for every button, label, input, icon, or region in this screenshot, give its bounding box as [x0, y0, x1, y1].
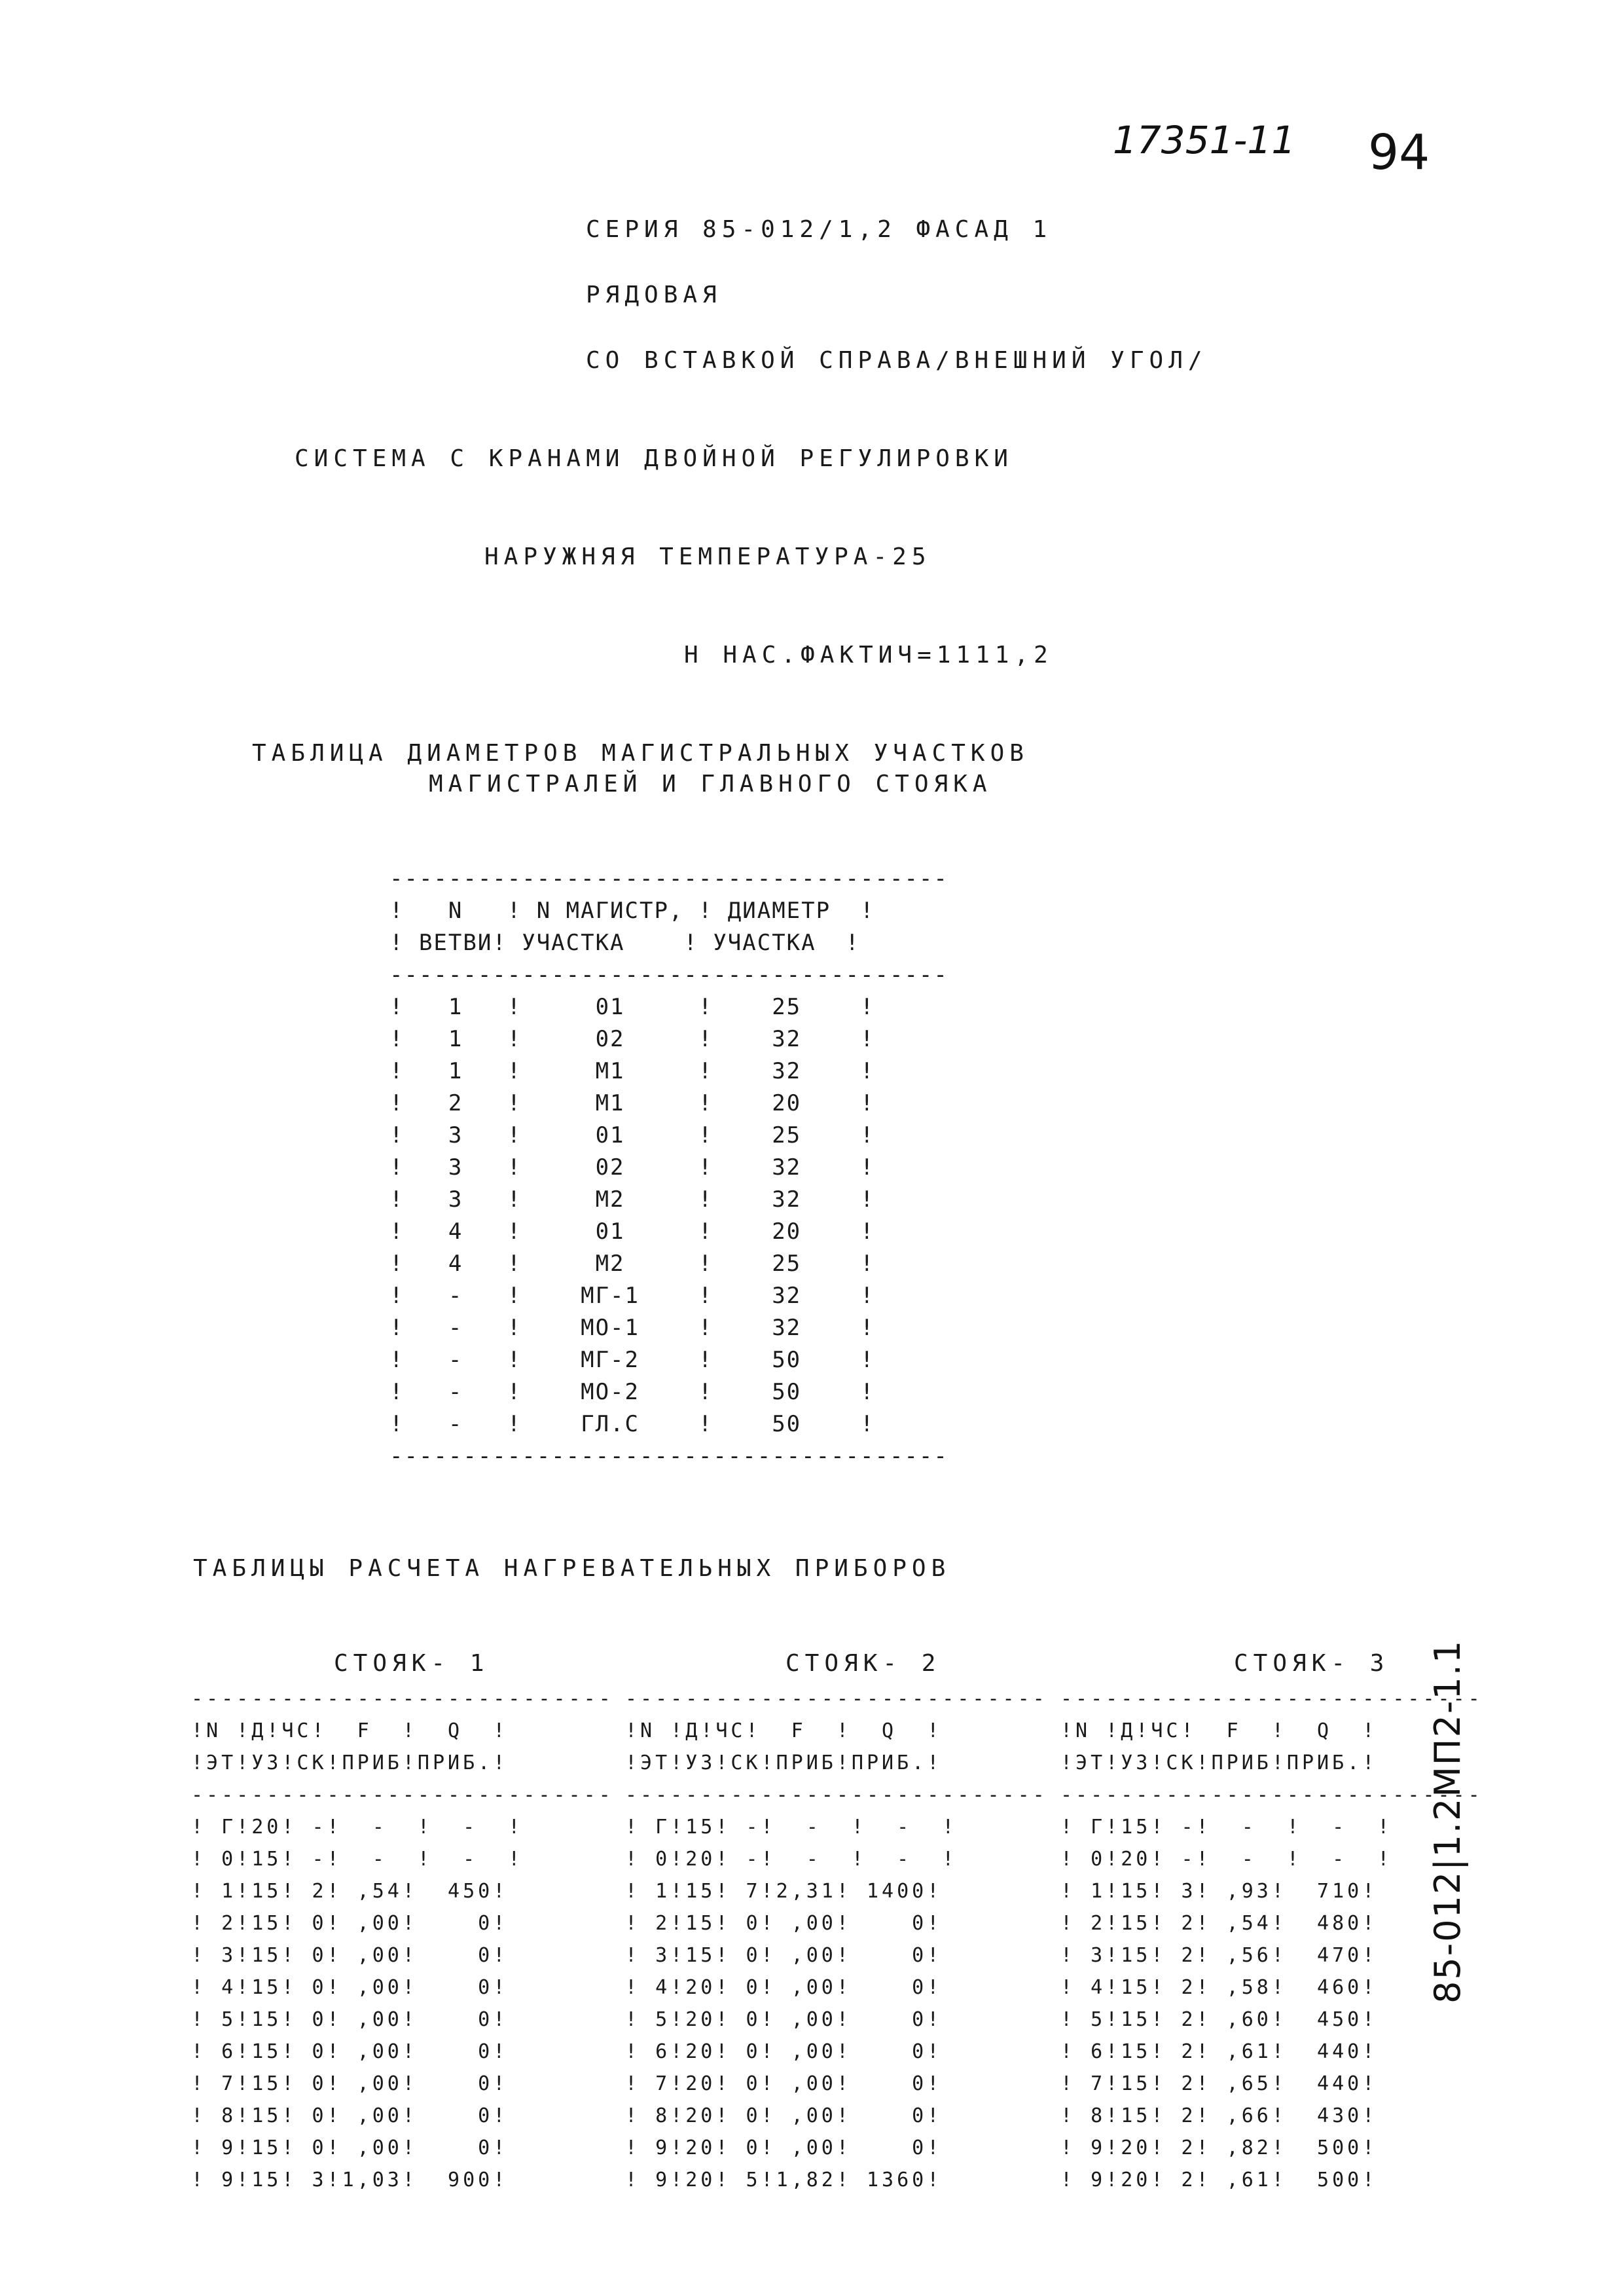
riser-1-row: ! 5!15! 0! ,00! 0! — [191, 2008, 509, 2031]
riser-3-row: ! 5!15! 2! ,60! 450! — [1060, 2008, 1378, 2031]
riser-2-row: ! 1!15! 7!2,31! 1400! — [625, 1880, 943, 1903]
riser-3-row: ! 8!15! 2! ,66! 430! — [1060, 2104, 1378, 2127]
diameters-table-row: ! 3 ! 02 ! 32 ! — [389, 1154, 875, 1181]
riser-3-row: ---------------------------- — [1060, 1687, 1483, 1710]
series-line: СЕРИЯ 85-012/1,2 ФАСАД 1 — [586, 216, 1053, 243]
riser-1-row: ! 9!15! 3!1,03! 900! — [191, 2169, 509, 2191]
riser-2-row: ! 0!20! -! - ! - ! — [625, 1848, 958, 1871]
diameters-table-title-2: МАГИСТРАЛЕЙ И ГЛАВНОГО СТОЯКА — [429, 771, 992, 797]
diameters-table-row: ! 1 ! 01 ! 25 ! — [389, 994, 875, 1020]
diameters-table-row: -------------------------------------- — [389, 962, 948, 988]
diameters-table-row: ! 1 ! М1 ! 32 ! — [389, 1058, 875, 1084]
riser-1-row: ---------------------------- — [191, 1784, 614, 1806]
riser-2-row: ! 9!20! 5!1,82! 1360! — [625, 2169, 943, 2191]
riser-1-row: ! Г!20! -! - ! - ! — [191, 1816, 524, 1839]
system-line: СИСТЕМА С КРАНАМИ ДВОЙНОЙ РЕГУЛИРОВКИ — [295, 445, 1013, 472]
diameters-table-row: ! - ! ГЛ.С ! 50 ! — [389, 1411, 875, 1437]
riser-2-row: ! 5!20! 0! ,00! 0! — [625, 2008, 943, 2031]
page-number: 94 — [1368, 124, 1430, 181]
riser-2-row: !N !Д!ЧС! F ! Q ! — [625, 1719, 943, 1742]
riser-1-row: ! 2!15! 0! ,00! 0! — [191, 1912, 509, 1935]
riser-1-title: СТОЯК- 1 — [334, 1650, 490, 1677]
riser-2-row: ! 3!15! 0! ,00! 0! — [625, 1944, 943, 1967]
riser-3-row: ! Г!15! -! - ! - ! — [1060, 1816, 1393, 1839]
riser-1-row: ! 7!15! 0! ,00! 0! — [191, 2072, 509, 2095]
riser-2-row: ! 2!15! 0! ,00! 0! — [625, 1912, 943, 1935]
diameters-table-row: -------------------------------------- — [389, 1443, 948, 1469]
riser-2-row: ! 9!20! 0! ,00! 0! — [625, 2136, 943, 2159]
riser-2-table — [625, 1683, 1048, 2196]
riser-3-title: СТОЯК- 3 — [1234, 1650, 1390, 1677]
diameters-table — [389, 863, 948, 1473]
riser-1-row: ! 6!15! 0! ,00! 0! — [191, 2040, 509, 2063]
diameters-table-row: ! 1 ! 02 ! 32 ! — [389, 1026, 875, 1052]
riser-1-table — [191, 1683, 614, 2196]
riser-2-row: ! 8!20! 0! ,00! 0! — [625, 2104, 943, 2127]
temperature-line: НАРУЖНЯЯ ТЕМПЕРАТУРА-25 — [484, 543, 931, 570]
variant-line: СО ВСТАВКОЙ СПРАВА/ВНЕШНИЙ УГОЛ/ — [586, 347, 1208, 374]
riser-3-row: ! 4!15! 2! ,58! 460! — [1060, 1976, 1378, 1999]
riser-1-row: ! 9!15! 0! ,00! 0! — [191, 2136, 509, 2159]
diameters-table-title-1: ТАБЛИЦА ДИАМЕТРОВ МАГИСТРАЛЬНЫХ УЧАСТКОВ — [252, 740, 1029, 767]
diameters-table-row: -------------------------------------- — [389, 866, 948, 892]
riser-2-title: СТОЯК- 2 — [785, 1650, 941, 1677]
riser-1-row: ---------------------------- — [191, 1687, 614, 1710]
riser-2-row: ! Г!15! -! - ! - ! — [625, 1816, 958, 1839]
riser-2-row: ---------------------------- — [625, 1784, 1048, 1806]
diameters-table-row: ! N ! N МАГИСТР, ! ДИАМЕТР ! — [389, 898, 875, 924]
riser-3-row: ! 1!15! 3! ,93! 710! — [1060, 1880, 1378, 1903]
document-code: 17351-11 — [1113, 118, 1296, 162]
diameters-table-row: ! - ! МО-1 ! 32 ! — [389, 1315, 875, 1341]
riser-2-row: !ЭТ!УЗ!СК!ПРИБ!ПРИБ.! — [625, 1751, 943, 1774]
diameters-table-row: ! 3 ! М2 ! 32 ! — [389, 1186, 875, 1213]
diameters-table-row: ! 2 ! М1 ! 20 ! — [389, 1090, 875, 1116]
riser-3-row: ! 9!20! 2! ,82! 500! — [1060, 2136, 1378, 2159]
riser-3-row: !N !Д!ЧС! F ! Q ! — [1060, 1719, 1378, 1742]
type-line: РЯДОВАЯ — [586, 282, 722, 308]
riser-3-row: ! 6!15! 2! ,61! 440! — [1060, 2040, 1378, 2063]
riser-3-row: ! 9!20! 2! ,61! 500! — [1060, 2169, 1378, 2191]
pressure-line: Н НАС.ФАКТИЧ=1111,2 — [684, 642, 1053, 669]
diameters-table-row: ! 3 ! 01 ! 25 ! — [389, 1122, 875, 1148]
riser-3-row: ! 3!15! 2! ,56! 470! — [1060, 1944, 1378, 1967]
heaters-table-title: ТАБЛИЦЫ РАСЧЕТА НАГРЕВАТЕЛЬНЫХ ПРИБОРОВ — [193, 1555, 951, 1582]
side-stamp: 85-012|1.2МП2-1.1 — [1427, 1639, 1468, 2004]
riser-1-row: ! 4!15! 0! ,00! 0! — [191, 1976, 509, 1999]
riser-3-row: ! 0!20! -! - ! - ! — [1060, 1848, 1393, 1871]
riser-2-row: ! 6!20! 0! ,00! 0! — [625, 2040, 943, 2063]
riser-1-row: ! 0!15! -! - ! - ! — [191, 1848, 524, 1871]
diameters-table-row: ! - ! МО-2 ! 50 ! — [389, 1379, 875, 1405]
diameters-table-row: ! ВЕТВИ! УЧАСТКА ! УЧАСТКА ! — [389, 930, 861, 956]
riser-1-row: ! 8!15! 0! ,00! 0! — [191, 2104, 509, 2127]
diameters-table-row: ! - ! МГ-1 ! 32 ! — [389, 1283, 875, 1309]
riser-3-row: ---------------------------- — [1060, 1784, 1483, 1806]
riser-3-row: ! 7!15! 2! ,65! 440! — [1060, 2072, 1378, 2095]
riser-1-row: !ЭТ!УЗ!СК!ПРИБ!ПРИБ.! — [191, 1751, 509, 1774]
riser-2-row: ---------------------------- — [625, 1687, 1048, 1710]
riser-3-row: ! 2!15! 2! ,54! 480! — [1060, 1912, 1378, 1935]
riser-1-row: ! 1!15! 2! ,54! 450! — [191, 1880, 509, 1903]
riser-1-row: ! 3!15! 0! ,00! 0! — [191, 1944, 509, 1967]
diameters-table-row: ! 4 ! М2 ! 25 ! — [389, 1251, 875, 1277]
diameters-table-row: ! 4 ! 01 ! 20 ! — [389, 1219, 875, 1245]
riser-1-row: !N !Д!ЧС! F ! Q ! — [191, 1719, 509, 1742]
diameters-table-row: ! - ! МГ-2 ! 50 ! — [389, 1347, 875, 1373]
riser-2-row: ! 4!20! 0! ,00! 0! — [625, 1976, 943, 1999]
riser-2-row: ! 7!20! 0! ,00! 0! — [625, 2072, 943, 2095]
riser-3-row: !ЭТ!УЗ!СК!ПРИБ!ПРИБ.! — [1060, 1751, 1378, 1774]
